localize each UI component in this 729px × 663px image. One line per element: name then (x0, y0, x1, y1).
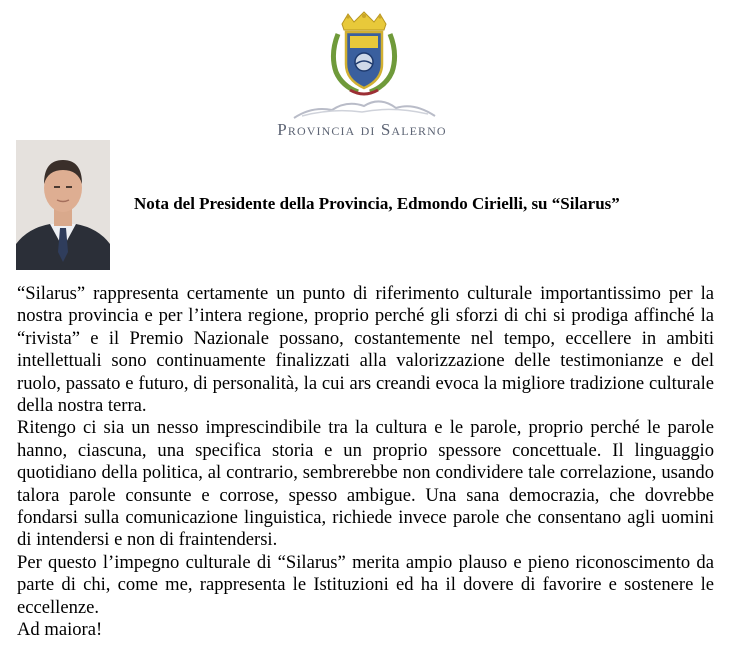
paragraph-3: Per questo l’impegno culturale di “Silarus” merita ampio plauso e pieno riconoscimento da parte di chi, come me, rappresenta le Istituzioni ed ha il dovere di favorire e sostenere le eccellenze. (17, 551, 714, 618)
province-logo (232, 0, 492, 148)
note-body (17, 283, 714, 642)
paragraph-2: Ritengo ci sia un nesso imprescindibile tra la cultura e le parole, proprio perché le parole hanno, ciascuna, una specifica storia e un proprio spessore concettuale. Il linguaggio quotidiano della politica, al contrario, sembrerebbe non condividere tale correlazione, usando talora parole consunte e corrose, spesso ambigue. Una sana democrazia, che dovrebbe fondarsi sulla comunicazione linguistica, richiede invece parole che consentano agli uomini di intendersi e non di fraintendersi. (17, 417, 714, 551)
note-title: Nota del Presidente della Provincia, Edmondo Cirielli, su “Silarus” (134, 194, 620, 213)
portrait-image (16, 140, 110, 270)
president-photo (16, 140, 110, 270)
paragraph-1: “Silarus” rappresenta certamente un punto di riferimento culturale importantissimo per la nostra provincia e per l’intera regione, proprio perché gli sforzi di chi si prodiga affinché la “rivista” e il Premio Nazionale possano, costantemente nel tempo, eccellere in ambiti intellettuali sono continuamente finalizzati alla valorizzazione delle testimonianze e del ruolo, passato e futuro, di personalità, la cui ars creandi evoca la migliore tradizione culturale della nostra terra. (17, 283, 714, 417)
closing-line: Ad maiora! (17, 619, 103, 641)
logo-text: Provincia di Salerno (277, 120, 447, 139)
hills-icon (292, 86, 437, 121)
